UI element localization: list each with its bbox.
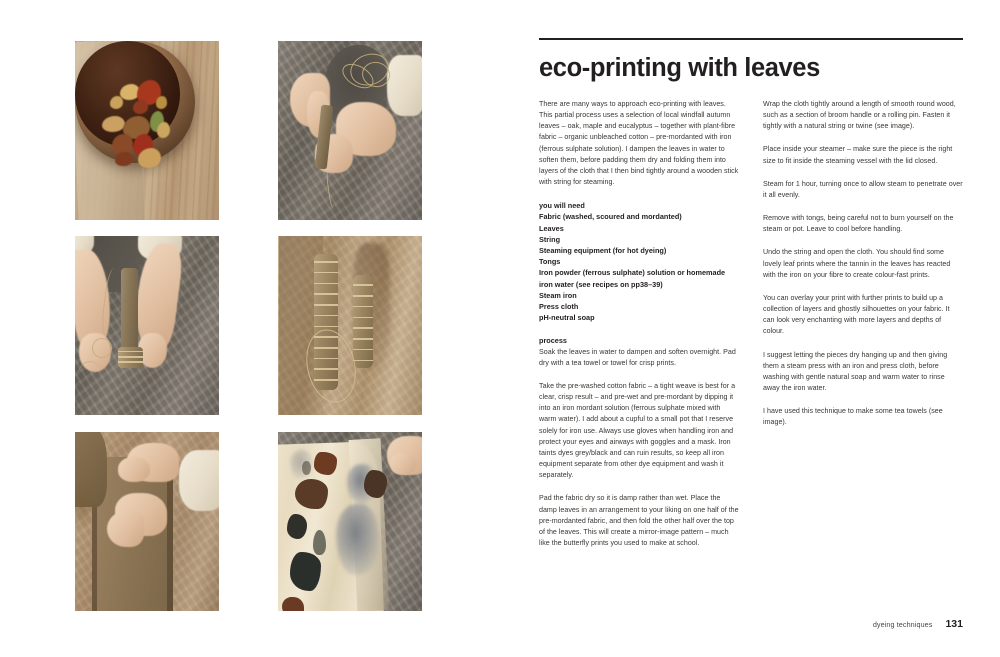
text-page: [539, 38, 963, 618]
process-section: [539, 335, 739, 549]
body-paragraph: Undo the string and open the cloth. You should find some lovely leaf prints where the tannin in the leaves has reacted with the iron on your fibre to create colour-fast prints.: [763, 248, 951, 279]
material-item: Press cloth: [539, 302, 579, 312]
page-footer: [873, 618, 963, 630]
materials-list: [539, 211, 739, 323]
text-column-left: [539, 99, 739, 561]
material-item: Fabric (washed, scoured and mordanted): [539, 212, 682, 222]
footer-page-number: 131: [945, 618, 963, 630]
body-paragraph: I have used this technique to make some tea towels (see image).: [763, 407, 943, 427]
footer-section-label: dyeing techniques: [872, 620, 933, 629]
photo-bowl-of-leaves-in-water: [75, 41, 219, 220]
material-item: pH-neutral soap: [539, 313, 595, 323]
knitted-sleeve: [387, 55, 422, 116]
body-paragraph: Steam for 1 hour, turning once to allow steam to penetrate over it all evenly.: [763, 179, 963, 199]
material-item: Tongs: [539, 257, 561, 267]
lower-fingers: [107, 511, 144, 547]
body-paragraph: Wrap the cloth tightly around a length of smooth round wood, such as a section of broom handle or a rolling pin. Fasten it tightly with a natural string or twine (see image).: [763, 100, 956, 131]
title-rule: [539, 38, 963, 40]
fingers: [390, 453, 416, 474]
leaf-print-maple-1: [295, 479, 328, 509]
knitted-sleeve: [179, 450, 219, 511]
text-columns: [539, 99, 963, 561]
body-paragraph: I suggest letting the pieces dry hanging up and then giving them a steam press with an iron and press cloth, before washing with gentle natural soap and warm water to rinse away the iron water.: [763, 350, 948, 392]
photo-hands-binding-cloth-with-twine: [278, 41, 422, 220]
material-item: Steam iron: [539, 290, 577, 300]
material-item: Iron powder (ferrous sulphate) solution or homemade iron water (see recipes on pp38–39): [539, 268, 726, 289]
material-item: String: [539, 234, 561, 244]
bundle-right: [353, 275, 373, 368]
body-paragraph: You can overlay your print with further prints to build up a collection of layers and ghostly silhouettes on your fabric. It can look very enchanting with more layers and depths of colour.: [763, 293, 950, 336]
process-paragraph: Soak the leaves in water to dampen and soften overnight. Pad dry with a tea towel or towel for crisp prints.: [539, 347, 736, 367]
twine-loop: [92, 338, 111, 358]
upper-fingers: [118, 457, 150, 482]
photo-hands-folding-fabric: [75, 432, 219, 611]
page-title: eco-printing with leaves: [539, 54, 820, 83]
leaf-print-maple-2: [290, 552, 322, 591]
body-paragraph: Remove with tongs, being careful not to burn yourself on the steam or pot. Leave to cool before handling.: [763, 214, 954, 234]
you-will-need-heading: you will need: [539, 201, 585, 211]
stain-patch: [75, 482, 95, 529]
leaf-print-round-1: [287, 514, 307, 539]
process-paragraph: Pad the fabric dry so it is damp rather than wet. Place the damp leaves in an arrangement to your liking on one half of the pre-mordanted fabric, and then fold the other half over the top of the leaves. This will create a mirror-image pattern – much like the butterfly prints you used to make at school.: [539, 494, 739, 548]
leaf-print-small-1: [313, 530, 326, 555]
leaf-print-oak-1: [314, 452, 337, 475]
leaf-print-small-2: [302, 461, 311, 475]
photo-finished-leaf-prints-on-cloth: [278, 432, 422, 611]
material-item: Leaves: [539, 223, 564, 233]
photo-grid: [75, 41, 423, 612]
process-paragraph: Take the pre-washed cotton fabric – a tight weave is best for a clear, crisp result – and pre-wet and pre-mordant by dipping it into an iron mordant solution (ferrous sulphate mixed with warm water). I add about a cupful to a small pot that I reserve solely for iron use. Always use gloves when handling iron and protect your eyes and airways with goggles and a mask. Iron taints dyes grey/black and can ruin results, so keep all iron equipment separate from other dye equipment and wash it separately.: [539, 382, 736, 480]
process-heading: process: [539, 336, 567, 346]
photo-two-bound-bundles: [278, 236, 422, 415]
photo-hands-tying-bundle-on-stick: [75, 236, 219, 415]
text-column-right: [763, 99, 963, 561]
material-item: Steaming equipment (for hot dyeing): [539, 246, 667, 256]
intro-paragraph: There are many ways to approach eco-printing with leaves. This partial process uses a selection of local windfall autumn leaves – oak, maple and eucalyptus – together with plant-fibre fabric – organic unbleached cotton – pre-mordanted with iron (ferrous sulphate solution). I dampen the leaves in water to soften them, before padding them dry and folding them into layers of the cloth that I then bind tightly around a wooden stick with string for steaming.: [539, 100, 739, 187]
body-paragraph: Place inside your steamer – make sure the piece is the right size to fit inside the steaming vessel with the lid closed.: [763, 145, 953, 165]
